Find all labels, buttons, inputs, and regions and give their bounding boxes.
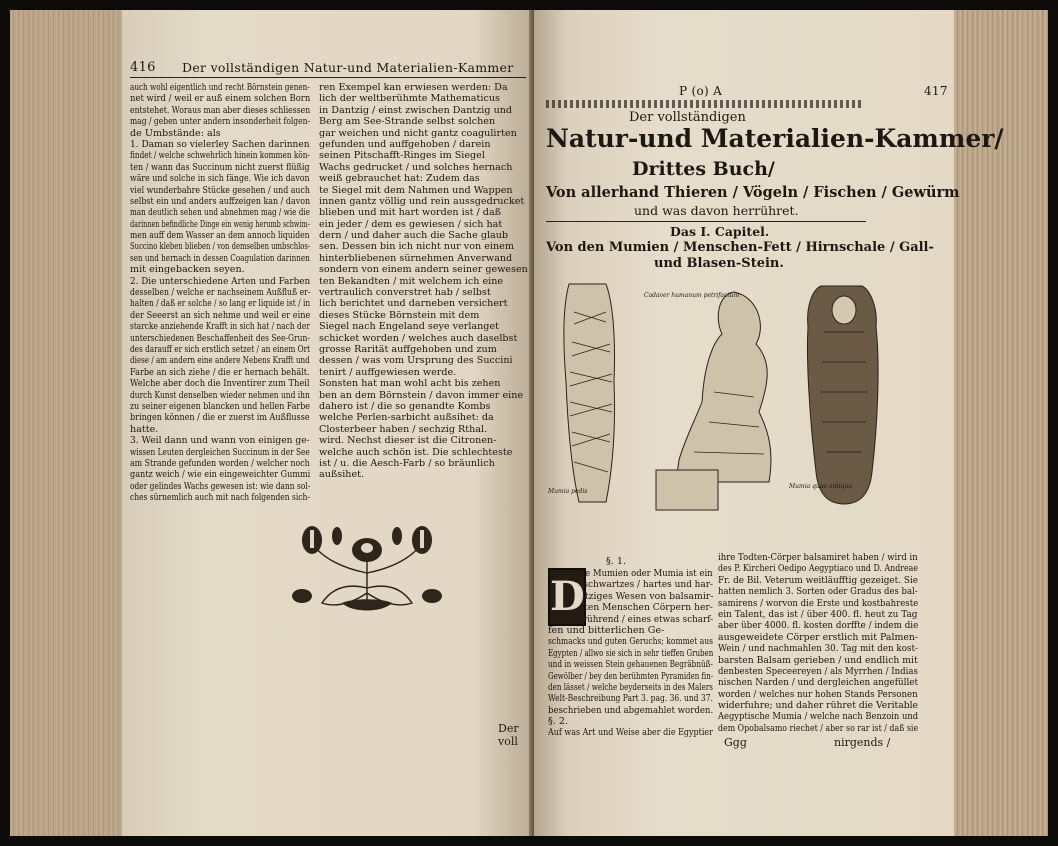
text-line: de Umbstände: als [130, 127, 221, 139]
section-mark-1: §. 1. [606, 556, 627, 567]
text-line: blieben und mit hart worden ist / daß [319, 207, 502, 219]
plate-label-left: Mumia pedis [548, 488, 588, 495]
text-line: in Dantzig / einst zwischen Dantzig und [319, 104, 513, 116]
text-line: man deutlich sehen und abnehmen mag / wie die [130, 207, 310, 219]
text-line: grosse Rarität auffgehoben und zum [319, 343, 497, 355]
text-line: unterschiedenen Beschaffenheit des See-Grun- [130, 332, 310, 344]
text-line: durch Kunst denselben wieder nehmen und ihn [130, 389, 310, 401]
text-line: Gewölber / bey den berühmten Pyramiden fin- [548, 670, 714, 682]
text-line: ten Bekandten / mit welchem ich eine [319, 275, 504, 287]
title-line-4: Von allerhand Thieren / Vögeln / Fischen / Gewürm [546, 184, 960, 201]
text-line: Egypten / allwo sie sich in sehr tieffen Gruben [548, 647, 714, 659]
text-line: bringen können / die er zuerst im Außflusse [130, 412, 310, 424]
left-column-2 [319, 82, 531, 481]
title-rule [546, 221, 866, 222]
title-line-2: Natur-und Materialien-Kammer/ [546, 124, 1004, 153]
chapter-title-2: und Blasen-Stein. [654, 256, 784, 271]
text-line: und in weissen Stein gehauenen Begräbnüß- [548, 659, 713, 671]
text-line: dahero ist / die so genandte Kombs [319, 400, 491, 412]
left-head-rule [130, 77, 526, 78]
text-line: ihre Todten-Cörper balsamiret haben / wird in [718, 552, 918, 563]
mummies-engraving [544, 272, 884, 517]
right-page-number: 417 [924, 84, 948, 98]
text-line: seinen Pitschafft-Ringes im Siegel [319, 150, 485, 162]
chapter-title-1: Von den Mumien / Menschen-Fett / Hirnschale / Gall- [546, 240, 934, 255]
text-line: schmacks und guten Geruchs; kommet aus [548, 636, 714, 648]
left-column-1 [130, 82, 310, 503]
text-line: ist / u. die Aesch-Farb / so bräunlich [319, 457, 495, 469]
left-catchword: Der voll [498, 722, 519, 748]
text-line: worden / welches nur hohen Stands Personen [718, 688, 918, 700]
right-catchword: nirgends / [834, 736, 891, 749]
text-line: den lässet / welche beyderseits in des Malers [548, 681, 713, 693]
text-line: ben an dem Börnstein / davon immer eine [319, 389, 524, 401]
text-line: Wein / und nachmahlen 30. Tag mit den kost- [718, 643, 918, 655]
text-line: vertraulich converstret hab / selbst [319, 287, 491, 299]
text-line: widerfuhre; und daher rühret die Veritable [718, 700, 918, 712]
text-line: mit eingebacken seyen. [130, 264, 245, 276]
text-line: samirens / worvon die Erste und kostbahreste [718, 597, 919, 609]
text-line: gantz weich / wie ein eingeweichter Gummi [130, 469, 311, 481]
text-line: Fr. de Bil. Veterum weitläufftig gezeiget. Sie [718, 574, 919, 586]
plate-label-right: Mumia quae antiqua [789, 483, 852, 490]
chapter-heading: Das I. Capitel. [670, 224, 770, 239]
text-line: Succino kleben blieben / von demselben umbschlos- [130, 241, 311, 253]
book-spread [10, 10, 1048, 836]
text-line: gefunden und auffgehoben / darein [319, 138, 491, 150]
text-line: halten / daß er solche / so lang er liquide ist / in [130, 298, 311, 310]
text-line: Berg am See-Strande selbst solchen [319, 116, 496, 128]
right-column-2 [718, 552, 918, 734]
text-line: Aegyptische Mumia / welche nach Benzoin und [718, 711, 919, 723]
text-line: hatte. [130, 423, 159, 435]
title-line-3: Drittes Buch/ [632, 158, 775, 180]
drop-cap: D [548, 568, 586, 626]
text-line: wird. Nechst dieser ist die Citronen- [319, 435, 497, 447]
text-line: starcke anziehende Krafft in sich hat / nach der [130, 321, 310, 333]
text-line: weiß gebrauchet hat: Zudem das [319, 173, 480, 185]
text-line: beschrieben und abgemahlet worden. [548, 704, 714, 716]
text-line: des P. Kircheri Oedipo Aegyptiaco und D. Andreae [718, 563, 919, 575]
text-line: darinnen befindliche Dinge ein wenig herumb schwim- [130, 218, 310, 230]
text-line: Welt-Beschreibung Part 3. pag. 36. und 37. [548, 693, 713, 705]
text-line: wäre und solche in sich fänge. Wie ich davon [130, 173, 310, 185]
text-line: findet / welche schwehrlich hinein kommen kön- [130, 150, 310, 162]
signature-mark: P (o) A [679, 84, 723, 98]
text-line: §. 2. [548, 716, 569, 728]
text-line: ches sürnemlich auch mit nach folgenden sich- [130, 492, 310, 504]
text-line: selbst ein und anders auffzeigen kan / davon [130, 195, 311, 207]
right-column-1 [548, 568, 713, 739]
text-line: dern / und daher auch die Sache glaub [319, 230, 509, 242]
left-page-number: 416 [130, 60, 156, 75]
text-line: wissen Leuten dergleichen Succinum in der See [130, 446, 310, 458]
left-page [122, 10, 534, 836]
text-line: entstehet. Woraus man aber dieses schliessen [130, 104, 311, 116]
text-line: Farbe an sich ziehe / die er hernach behält. [130, 366, 310, 378]
text-line: ten / wann das Succinum nicht zuerst flüßig [130, 161, 310, 173]
text-line: außsihet. [319, 469, 365, 481]
title-line-5: und was davon herrühret. [634, 203, 799, 218]
text-line: hatten nemlich 3. Sorten oder Gradus des bal- [718, 586, 918, 598]
text-line: lich der weltberühmte Mathematicus [319, 93, 500, 105]
text-line: 2. Die unterschiedene Arten und Farben [130, 275, 311, 287]
text-line: gar weichen und nicht gantz coagulirten [319, 127, 517, 139]
signature-ggg: Ggg [724, 736, 747, 749]
text-line: diese / am andern eine andere Nebens Krafft und [130, 355, 310, 367]
text-line: hinterbliebenen sürnehmen Anverwand [319, 252, 513, 264]
text-line: ein Talent, das ist / über 400. fl. heut zu Tag [718, 608, 918, 620]
text-line: 1. Daman so vielerley Sachen darinnen [130, 138, 310, 150]
text-line: ausgeweidete Cörper erstlich mit Palmen- [718, 631, 919, 643]
text-line: welche auch schön ist. Die schlechteste [319, 446, 513, 458]
text-line: welche Perlen-sarbicht außsihet: da [319, 412, 494, 424]
text-line: auch wohl eigentlich und recht Börnstein genen- [130, 82, 310, 93]
text-line: Siegel nach Engeland seye verlanget [319, 321, 499, 333]
head-ornament-band [546, 100, 861, 108]
text-line: fen und bitterlichen Ge- [548, 624, 665, 636]
text-line: Wachs gedrucket / und solches hernach [319, 161, 513, 173]
text-line: dieses Stücke Börnstein mit dem [319, 309, 480, 321]
text-line: schicket worden / welches auch daselbst [319, 332, 518, 344]
text-line: sen und hernach in dessen Coagulation darinnen [130, 252, 310, 264]
text-line: 3. Weil dann und wann von einigen ge- [130, 435, 310, 447]
text-line: schwartzes / hartes und har- [583, 579, 714, 591]
text-line: aber über 4000. fl. kosten dorffte / indem die [718, 620, 919, 632]
text-line: dessen / was vom Ursprung des Succini [319, 355, 513, 367]
title-line-1: Der vollständigen [629, 110, 746, 125]
text-line: men auff dem Wasser an dem annoch liquiden [130, 230, 310, 242]
text-line: des darauff er sich erstlich setzet / an einem Ort [130, 343, 311, 355]
left-running-head: Der vollständigen Natur-und Materialien-Kammer [182, 60, 514, 75]
text-line: lich berichtet und darneben versichert [319, 298, 508, 310]
text-line: sen. Dessen bin ich nicht nur von einem [319, 241, 514, 253]
text-line: rührend / eines etwas scharf- [582, 613, 714, 625]
text-line: tziges Wesen von balsamir- [584, 590, 714, 602]
text-line: der Seeerst an sich nehme und weil er eine [130, 309, 311, 321]
text-line: tenirt / auffgewiesen werde. [319, 366, 457, 378]
text-line: dem Opobalsamo riechet / aber so rar ist / daß sie [718, 722, 919, 734]
text-line: sondern von einem andern seiner gewesen [319, 264, 528, 276]
text-line: desselben / welche er nachseinem Außfluß er- [130, 287, 311, 299]
plate-label-center: Cadaver humanum petrifactum [644, 292, 740, 299]
text-line: ten Menschen Cörpern her- [584, 602, 713, 614]
text-line: Closterbeer haben / sechzig Rthal. [319, 423, 488, 435]
text-line: ein jeder / dem es gewiesen / sich hat [319, 218, 503, 230]
text-line: am Strande gefunden worden / welcher noch [130, 457, 310, 469]
page-edges-left [10, 10, 122, 836]
text-line: net wird / weil er auß einem solchen Born [130, 93, 311, 105]
text-line: oder gelindes Wachs gewesen ist: wie dann sol- [130, 480, 311, 492]
right-page [534, 10, 1004, 836]
text-line: innen gantz völlig und rein aussgedrucket [319, 195, 525, 207]
floral-ornament [282, 518, 452, 618]
text-line: Je Mumien oder Mumia ist ein [581, 568, 713, 579]
text-line: denbesten Speceereyen / als Myrrhen / Indias [718, 665, 918, 677]
text-line: ren Exempel kan erwiesen werden: Da [319, 82, 508, 93]
text-line: mag / geben unter andern insonderheit folgen- [130, 116, 311, 128]
text-line: viel wunderbahre Stücke gesehen / und auch [130, 184, 310, 196]
text-line: Sonsten hat man wohl acht bis zehen [319, 378, 501, 390]
text-line: barsten Balsam gerieben / und endlich mit [718, 654, 918, 666]
text-line: zu seiner eigenen blancken und hellen Farbe [130, 400, 310, 412]
text-line: Welche aber doch die Inventirer zum Theil [130, 378, 310, 390]
text-line: te Siegel mit dem Nahmen und Wappen [319, 184, 513, 196]
text-line: Auf was Art und Weise aber die Egyptier [548, 727, 713, 739]
text-line: nischen Narden / und dergleichen angefüllet [718, 677, 919, 689]
